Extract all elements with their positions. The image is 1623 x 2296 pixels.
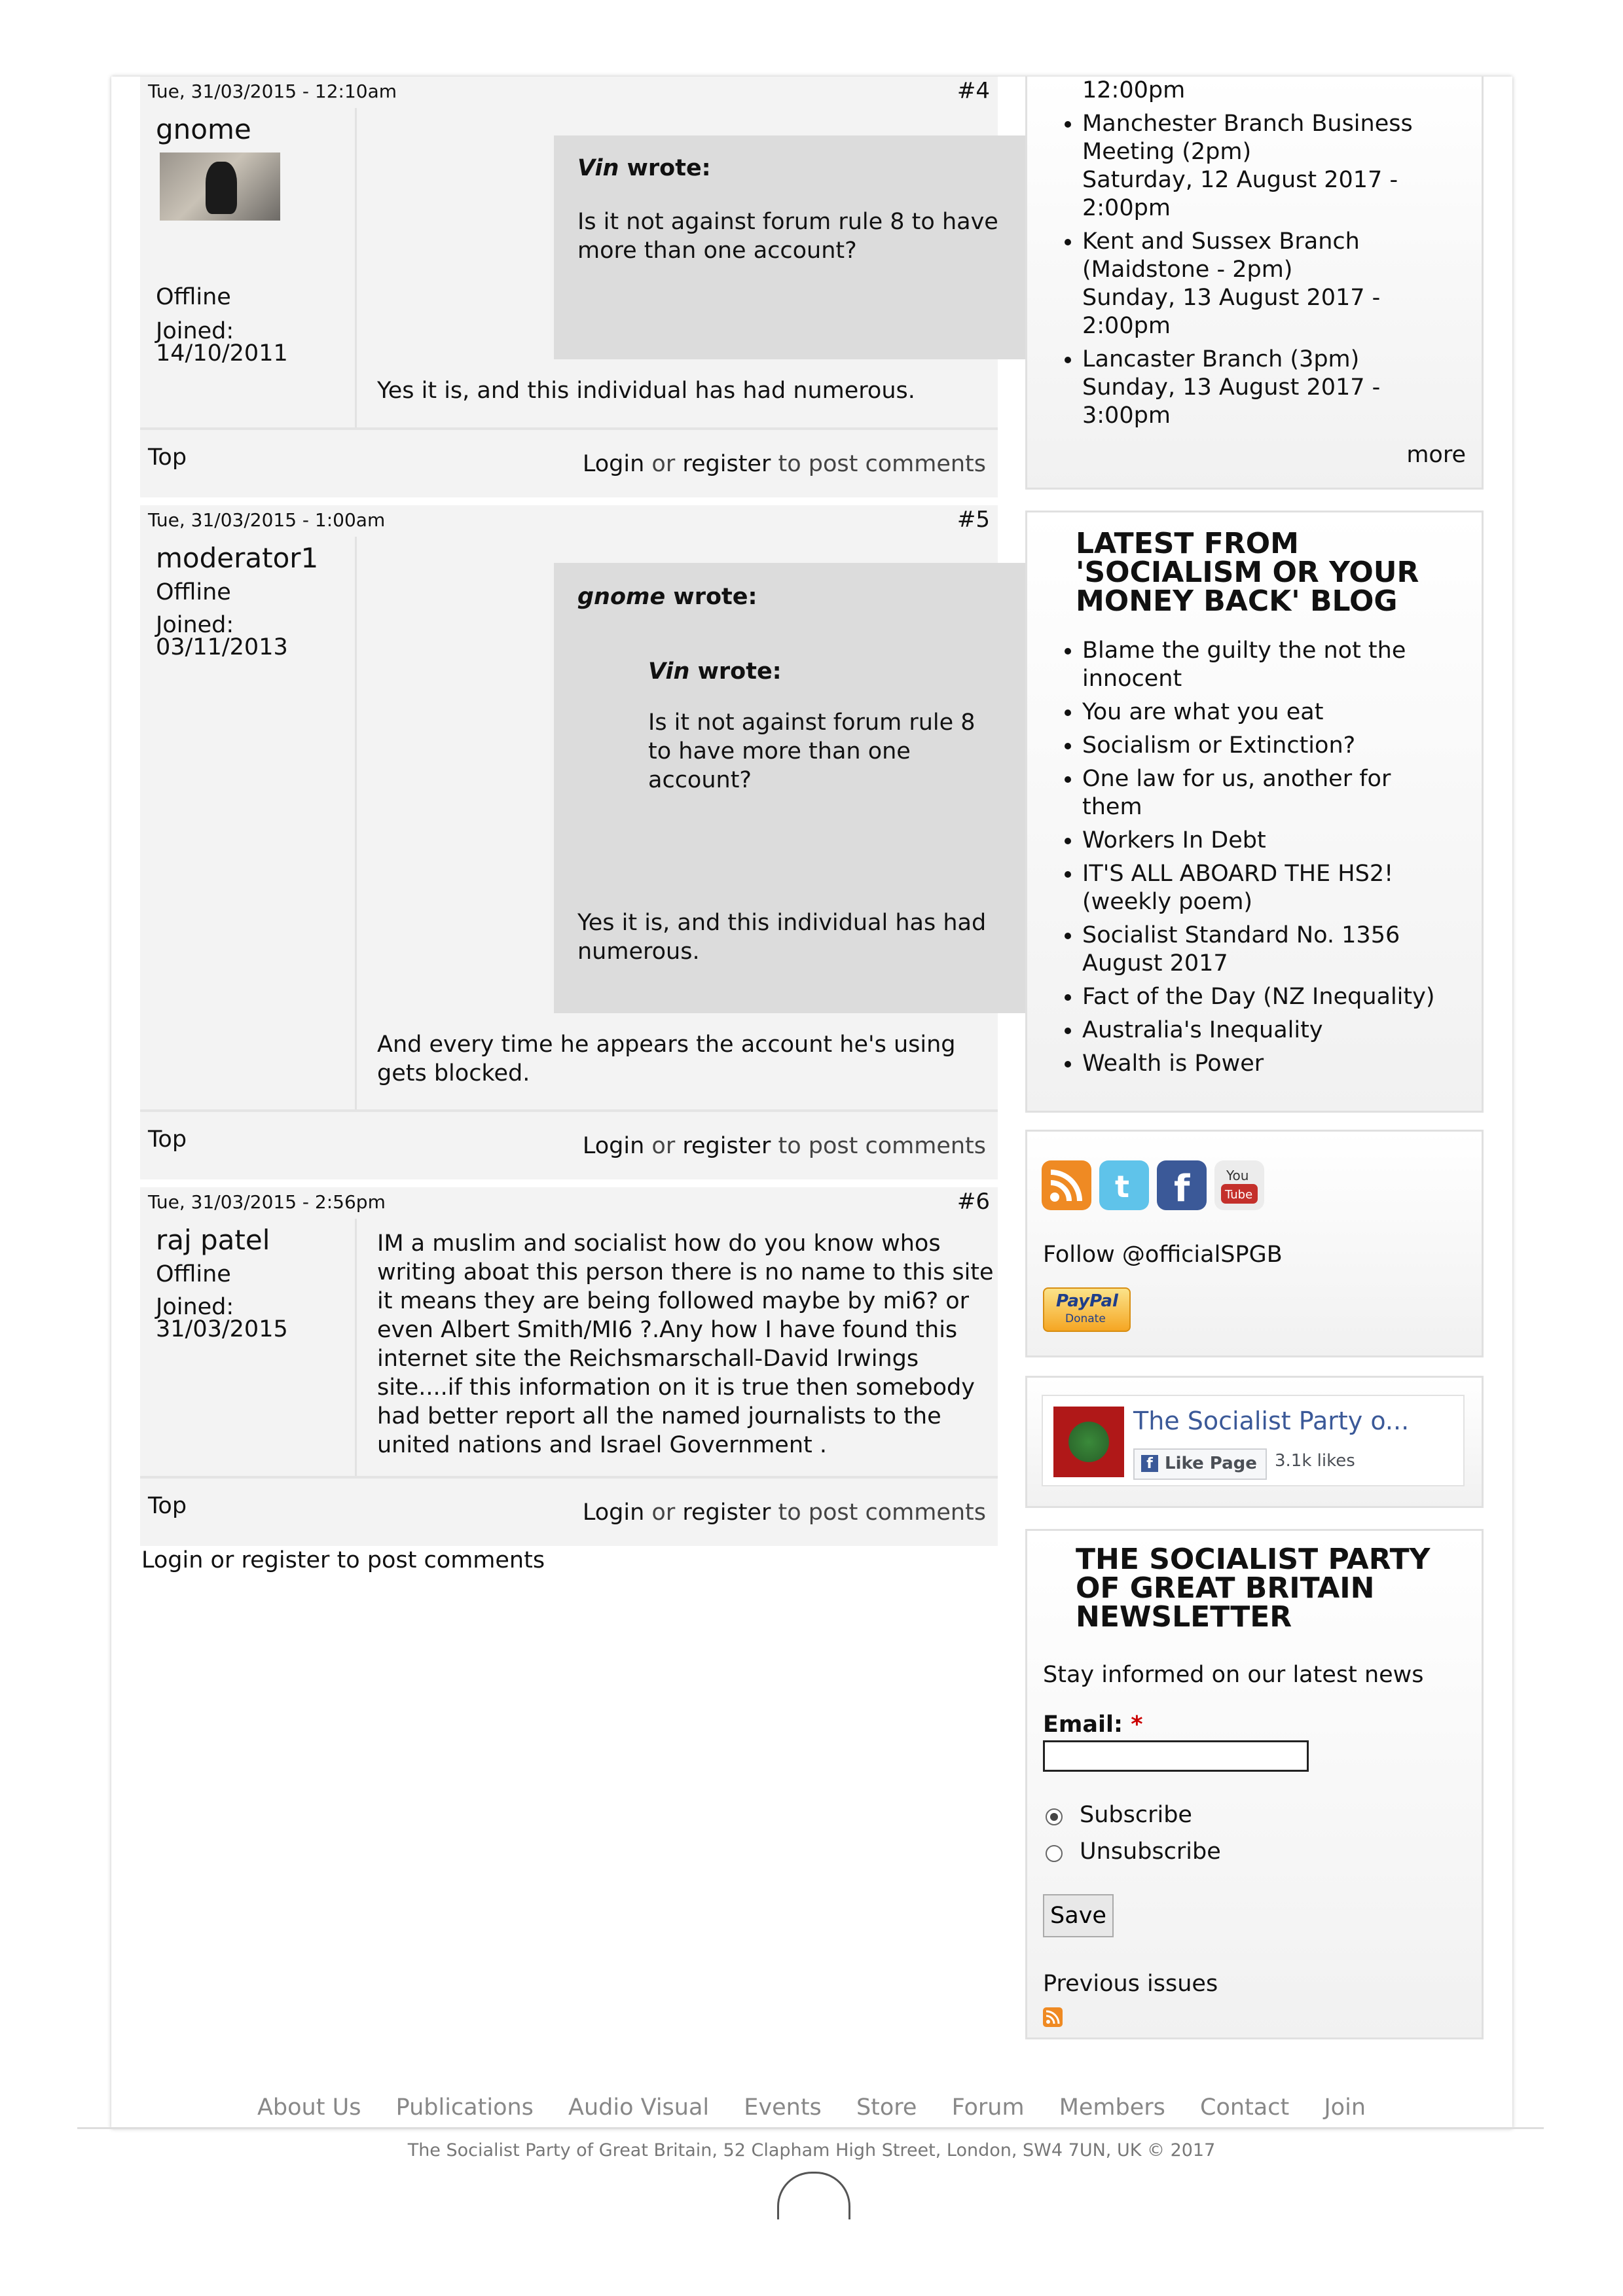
blog-title: LATEST FROM 'SOCIALISM OR YOUR MONEY BACK' BLOG <box>1076 527 1419 618</box>
login-link[interactable]: Login <box>582 1499 645 1526</box>
like-page-button[interactable]: f Like Page <box>1133 1448 1267 1480</box>
subscribe-radio[interactable] <box>1046 1808 1063 1825</box>
blog-item[interactable]: • Australia's Inequality <box>1082 1016 1434 1045</box>
footer-link-contact[interactable]: Contact <box>1200 2094 1290 2121</box>
comment-text: IM a muslim and socialist how do you know whos writing aboat this person there is no name to this site it means they are being followed maybe by mi6? or even Albert Smith/MI6 ?.Any how I have found this internet site the Reichsmarschall-David Irwings site....if this information on it is true then somebody had better report all the named journalists to the united nations and Israel Government . <box>377 1230 994 1458</box>
author-name[interactable]: gnome <box>156 113 251 145</box>
comment-header <box>140 1187 998 1219</box>
comment-text: And every time he appears the account he's using gets blocked. <box>377 1031 956 1086</box>
author-name[interactable]: moderator1 <box>156 542 319 574</box>
events-list <box>1053 77 1413 435</box>
blog-item[interactable]: • Socialism or Extinction? <box>1082 732 1434 760</box>
quote-text: Yes it is, and this individual has had numerous. <box>577 910 987 965</box>
author-joined-date: 03/11/2013 <box>156 634 288 660</box>
quote-block <box>554 563 1095 1013</box>
page-divider <box>77 2127 1544 2129</box>
svg-text:Tube: Tube <box>1225 1188 1253 1202</box>
subscribe-label[interactable]: Subscribe <box>1080 1802 1192 1828</box>
comment-date: Tue, 31/03/2015 - 1:00am <box>148 509 386 531</box>
blog-item[interactable]: • You are what you eat <box>1082 698 1434 726</box>
author-joined-date: 14/10/2011 <box>156 340 288 367</box>
footer-address: The Socialist Party of Great Britain, 52 Clapham High Street, London, SW4 7UN, UK © 2017 <box>407 2140 1216 2161</box>
footer-link-publications[interactable]: Publications <box>395 2094 534 2121</box>
comment-author-panel <box>140 108 357 430</box>
comment-date: Tue, 31/03/2015 - 12:10am <box>148 81 397 102</box>
party-logo-icon <box>777 2172 850 2219</box>
author-joined-label: Joined: <box>156 1294 234 1320</box>
comment-date: Tue, 31/03/2015 - 2:56pm <box>148 1191 386 1213</box>
blog-block <box>1025 511 1484 1113</box>
comment-body <box>369 108 998 430</box>
comment-footer <box>140 1109 998 1179</box>
login-link[interactable]: Login <box>582 451 645 477</box>
rss-icon[interactable] <box>1043 2007 1063 2027</box>
comment-author-panel <box>140 537 357 1112</box>
footer-link-members[interactable]: Members <box>1059 2094 1165 2121</box>
blog-item[interactable]: • IT'S ALL ABOARD THE HS2! (weekly poem) <box>1082 860 1434 916</box>
post-comment-links: Login or register to post comments <box>582 1499 986 1526</box>
unsubscribe-label[interactable]: Unsubscribe <box>1080 1839 1221 1865</box>
event-item[interactable]: • Lancaster Branch (3pm) Sunday, 13 August 2017 - 3:00pm <box>1082 346 1413 430</box>
comment-body <box>369 537 998 1112</box>
footer-link-join[interactable]: Join <box>1324 2094 1366 2121</box>
facebook-page-card[interactable] <box>1042 1395 1465 1486</box>
facebook-widget-block <box>1025 1376 1484 1508</box>
previous-issues-link[interactable]: Previous issues <box>1043 1971 1218 1997</box>
event-item: 12:00pm <box>1082 77 1186 103</box>
blog-item[interactable]: • Workers In Debt <box>1082 827 1434 855</box>
facebook-page-name[interactable]: The Socialist Party o... <box>1133 1407 1410 1435</box>
comment-header <box>140 505 998 537</box>
twitter-icon[interactable] <box>1099 1160 1149 1210</box>
comment-text: Yes it is, and this individual has had numerous. <box>377 378 915 404</box>
footer-link-audio-visual[interactable]: Audio Visual <box>568 2094 710 2121</box>
blog-list <box>1053 637 1434 1083</box>
paypal-donate-button[interactable]: PayPal Donate <box>1043 1287 1131 1332</box>
footer-link-about[interactable]: About Us <box>257 2094 361 2121</box>
rss-icon[interactable] <box>1042 1160 1091 1210</box>
social-block <box>1025 1130 1484 1357</box>
register-link[interactable]: register <box>682 1133 771 1159</box>
blog-item[interactable]: • One law for us, another for them <box>1082 765 1434 821</box>
footer-link-store[interactable]: Store <box>856 2094 917 2121</box>
facebook-icon[interactable] <box>1157 1160 1207 1210</box>
quote-header: gnome wrote: <box>577 584 757 610</box>
email-field[interactable] <box>1043 1740 1309 1772</box>
youtube-icon[interactable] <box>1214 1160 1264 1210</box>
register-link[interactable]: register <box>682 451 771 477</box>
top-link[interactable]: Top <box>148 444 187 471</box>
blog-item[interactable]: • Socialist Standard No. 1356 August 2017 <box>1082 922 1434 978</box>
nested-quote-text: Is it not against forum rule 8 to have more than one account? <box>648 709 976 793</box>
comment-permalink[interactable]: #6 <box>957 1189 990 1215</box>
blog-item[interactable]: • Blame the guilty the not the innocent <box>1082 637 1434 693</box>
email-label: Email: * <box>1043 1712 1143 1738</box>
comment-permalink[interactable]: #5 <box>957 507 990 533</box>
author-status: Offline <box>156 284 231 310</box>
author-status: Offline <box>156 579 231 605</box>
footer-link-events[interactable]: Events <box>744 2094 822 2121</box>
event-item[interactable]: • Kent and Sussex Branch (Maidstone - 2pm) Sunday, 13 August 2017 - 2:00pm <box>1082 228 1413 340</box>
newsletter-title: THE SOCIALIST PARTY OF GREAT BRITAIN NEWSLETTER <box>1076 1543 1431 1634</box>
quote-block <box>554 135 1095 359</box>
login-link[interactable]: Login <box>582 1133 645 1159</box>
blog-item[interactable]: • Fact of the Day (NZ Inequality) <box>1082 983 1434 1011</box>
comment-6 <box>140 1187 998 1546</box>
top-link[interactable]: Top <box>148 1493 187 1519</box>
register-link[interactable]: register <box>682 1499 771 1526</box>
avatar[interactable] <box>160 152 280 221</box>
top-link[interactable]: Top <box>148 1126 187 1153</box>
likes-count: 3.1k likes <box>1275 1451 1355 1471</box>
author-joined-label: Joined: <box>156 318 234 344</box>
author-joined-date: 31/03/2015 <box>156 1316 288 1342</box>
party-logo-icon[interactable] <box>1053 1407 1124 1477</box>
comment-4 <box>140 77 998 497</box>
author-status: Offline <box>156 1261 231 1287</box>
login-to-post-link[interactable]: Login or register to post comments <box>141 1547 545 1573</box>
svg-text:f: f <box>1174 1168 1190 1210</box>
comment-header <box>140 77 998 108</box>
more-events-link[interactable]: more <box>1406 442 1466 468</box>
comment-author-panel <box>140 1219 357 1479</box>
author-name[interactable]: raj patel <box>156 1224 270 1256</box>
newsletter-block <box>1025 1529 1484 2039</box>
follow-twitter-link[interactable]: Follow @officialSPGB <box>1043 1242 1283 1268</box>
post-comment-links: Login or register to post comments <box>582 1133 986 1159</box>
svg-text:t: t <box>1115 1169 1129 1204</box>
facebook-icon: f <box>1141 1455 1158 1472</box>
quote-header: Vin wrote: <box>577 155 711 181</box>
author-joined-label: Joined: <box>156 612 234 638</box>
newsletter-intro: Stay informed on our latest news <box>1043 1662 1424 1688</box>
footer-nav <box>0 2094 1623 2121</box>
footer-link-forum[interactable]: Forum <box>951 2094 1025 2121</box>
comment-footer <box>140 1476 998 1546</box>
post-comment-links: Login or register to post comments <box>582 451 986 477</box>
nested-quote-header: Vin wrote: <box>648 658 782 685</box>
blog-item[interactable]: • Wealth is Power <box>1082 1050 1434 1078</box>
quote-text: Is it not against forum rule 8 to have more than one account? <box>577 209 998 264</box>
comment-footer <box>140 427 998 497</box>
comment-body <box>369 1219 998 1479</box>
event-item[interactable]: • Manchester Branch Business Meeting (2pm) Saturday, 12 August 2017 - 2:00pm <box>1082 110 1413 223</box>
svg-text:You: You <box>1226 1168 1249 1183</box>
events-block <box>1025 77 1484 490</box>
comment-5 <box>140 505 998 1179</box>
save-button[interactable]: Save <box>1043 1894 1114 1937</box>
unsubscribe-radio[interactable] <box>1046 1845 1063 1862</box>
comment-permalink[interactable]: #4 <box>957 78 990 104</box>
